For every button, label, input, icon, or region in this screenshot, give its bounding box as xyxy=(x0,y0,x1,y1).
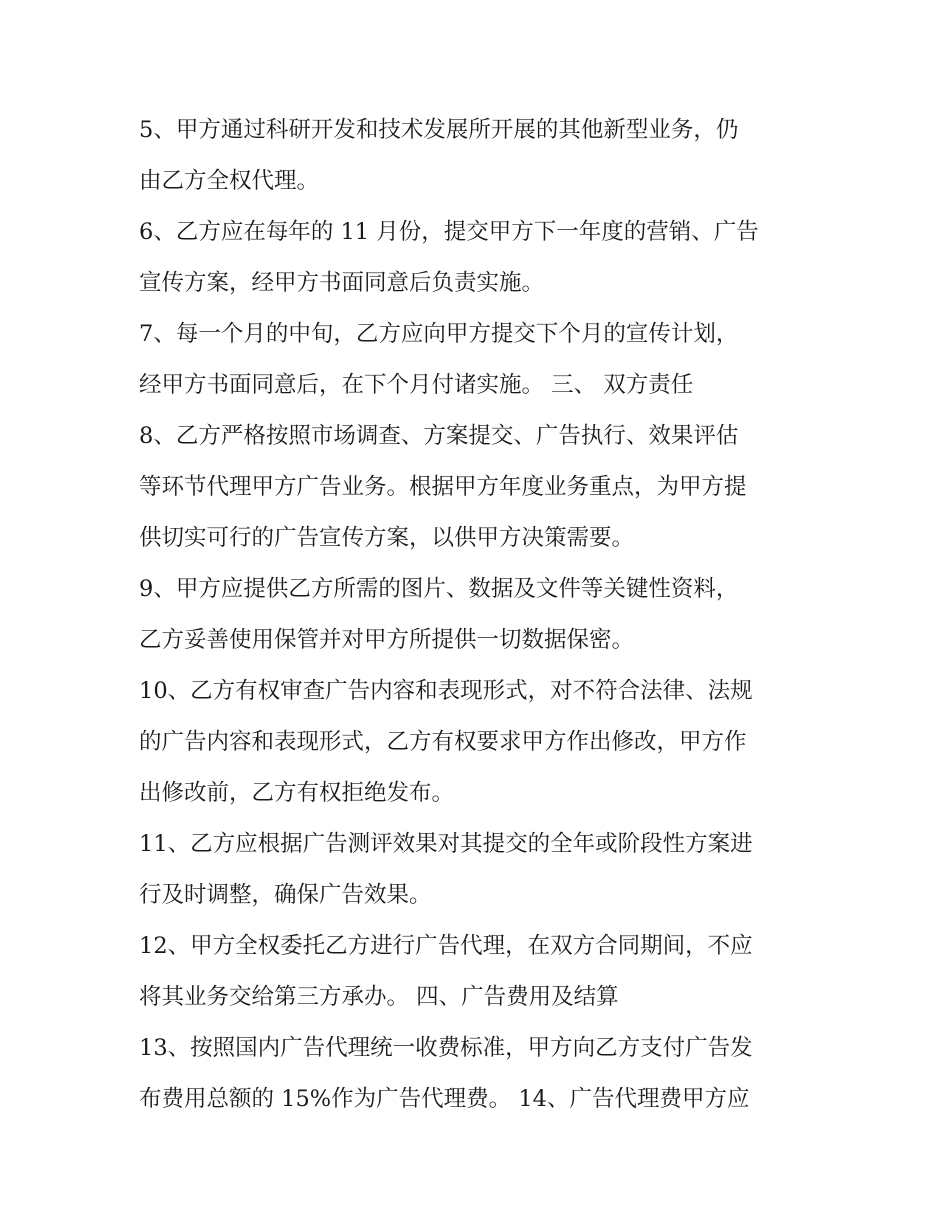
text-line: 13、按照国内广告代理统一收费标准，甲方向乙方支付广告发 xyxy=(139,1035,753,1061)
text-line: 9、甲方应提供乙方所需的图片、数据及文件等关键性资料， xyxy=(139,576,739,602)
text-line: 10、乙方有权审查广告内容和表现形式，对不符合法律、法规 xyxy=(139,678,753,704)
text-line: 经甲方书面同意后，在下个月付诸实施。 三、 双方责任 xyxy=(139,372,694,398)
text-line: 供切实可行的广告宣传方案，以供甲方决策需要。 xyxy=(139,525,635,551)
text-line: 6、乙方应在每年的 11 月份，提交甲方下一年度的营销、广告 xyxy=(139,219,759,245)
text-line: 布费用总额的 15%作为广告代理费。 14、广告代理费甲方应 xyxy=(139,1086,750,1112)
text-line: 7、每一个月的中旬，乙方应向甲方提交下个月的宣传计划， xyxy=(139,321,739,347)
text-line: 8、乙方严格按照市场调查、方案提交、广告执行、效果评估 xyxy=(139,423,739,449)
text-line: 的广告内容和表现形式，乙方有权要求甲方作出修改，甲方作 xyxy=(139,729,747,755)
text-line: 出修改前，乙方有权拒绝发布。 xyxy=(139,780,455,806)
text-line: 乙方妥善使用保管并对甲方所提供一切数据保密。 xyxy=(139,627,635,653)
text-line: 宣传方案，经甲方书面同意后负责实施。 xyxy=(139,270,545,296)
text-line: 等环节代理甲方广告业务。根据甲方年度业务重点，为甲方提 xyxy=(139,474,747,500)
text-line: 11、乙方应根据广告测评效果对其提交的全年或阶段性方案进 xyxy=(139,831,753,857)
document-body xyxy=(139,105,829,1125)
text-line: 由乙方全权代理。 xyxy=(139,168,320,194)
text-line: 12、甲方全权委托乙方进行广告代理，在双方合同期间，不应 xyxy=(139,933,753,959)
text-line: 将其业务交给第三方承办。 四、广告费用及结算 xyxy=(139,984,619,1010)
text-line: 行及时调整，确保广告效果。 xyxy=(139,882,432,908)
text-line: 5、甲方通过科研开发和技术发展所开展的其他新型业务，仍 xyxy=(139,117,739,143)
